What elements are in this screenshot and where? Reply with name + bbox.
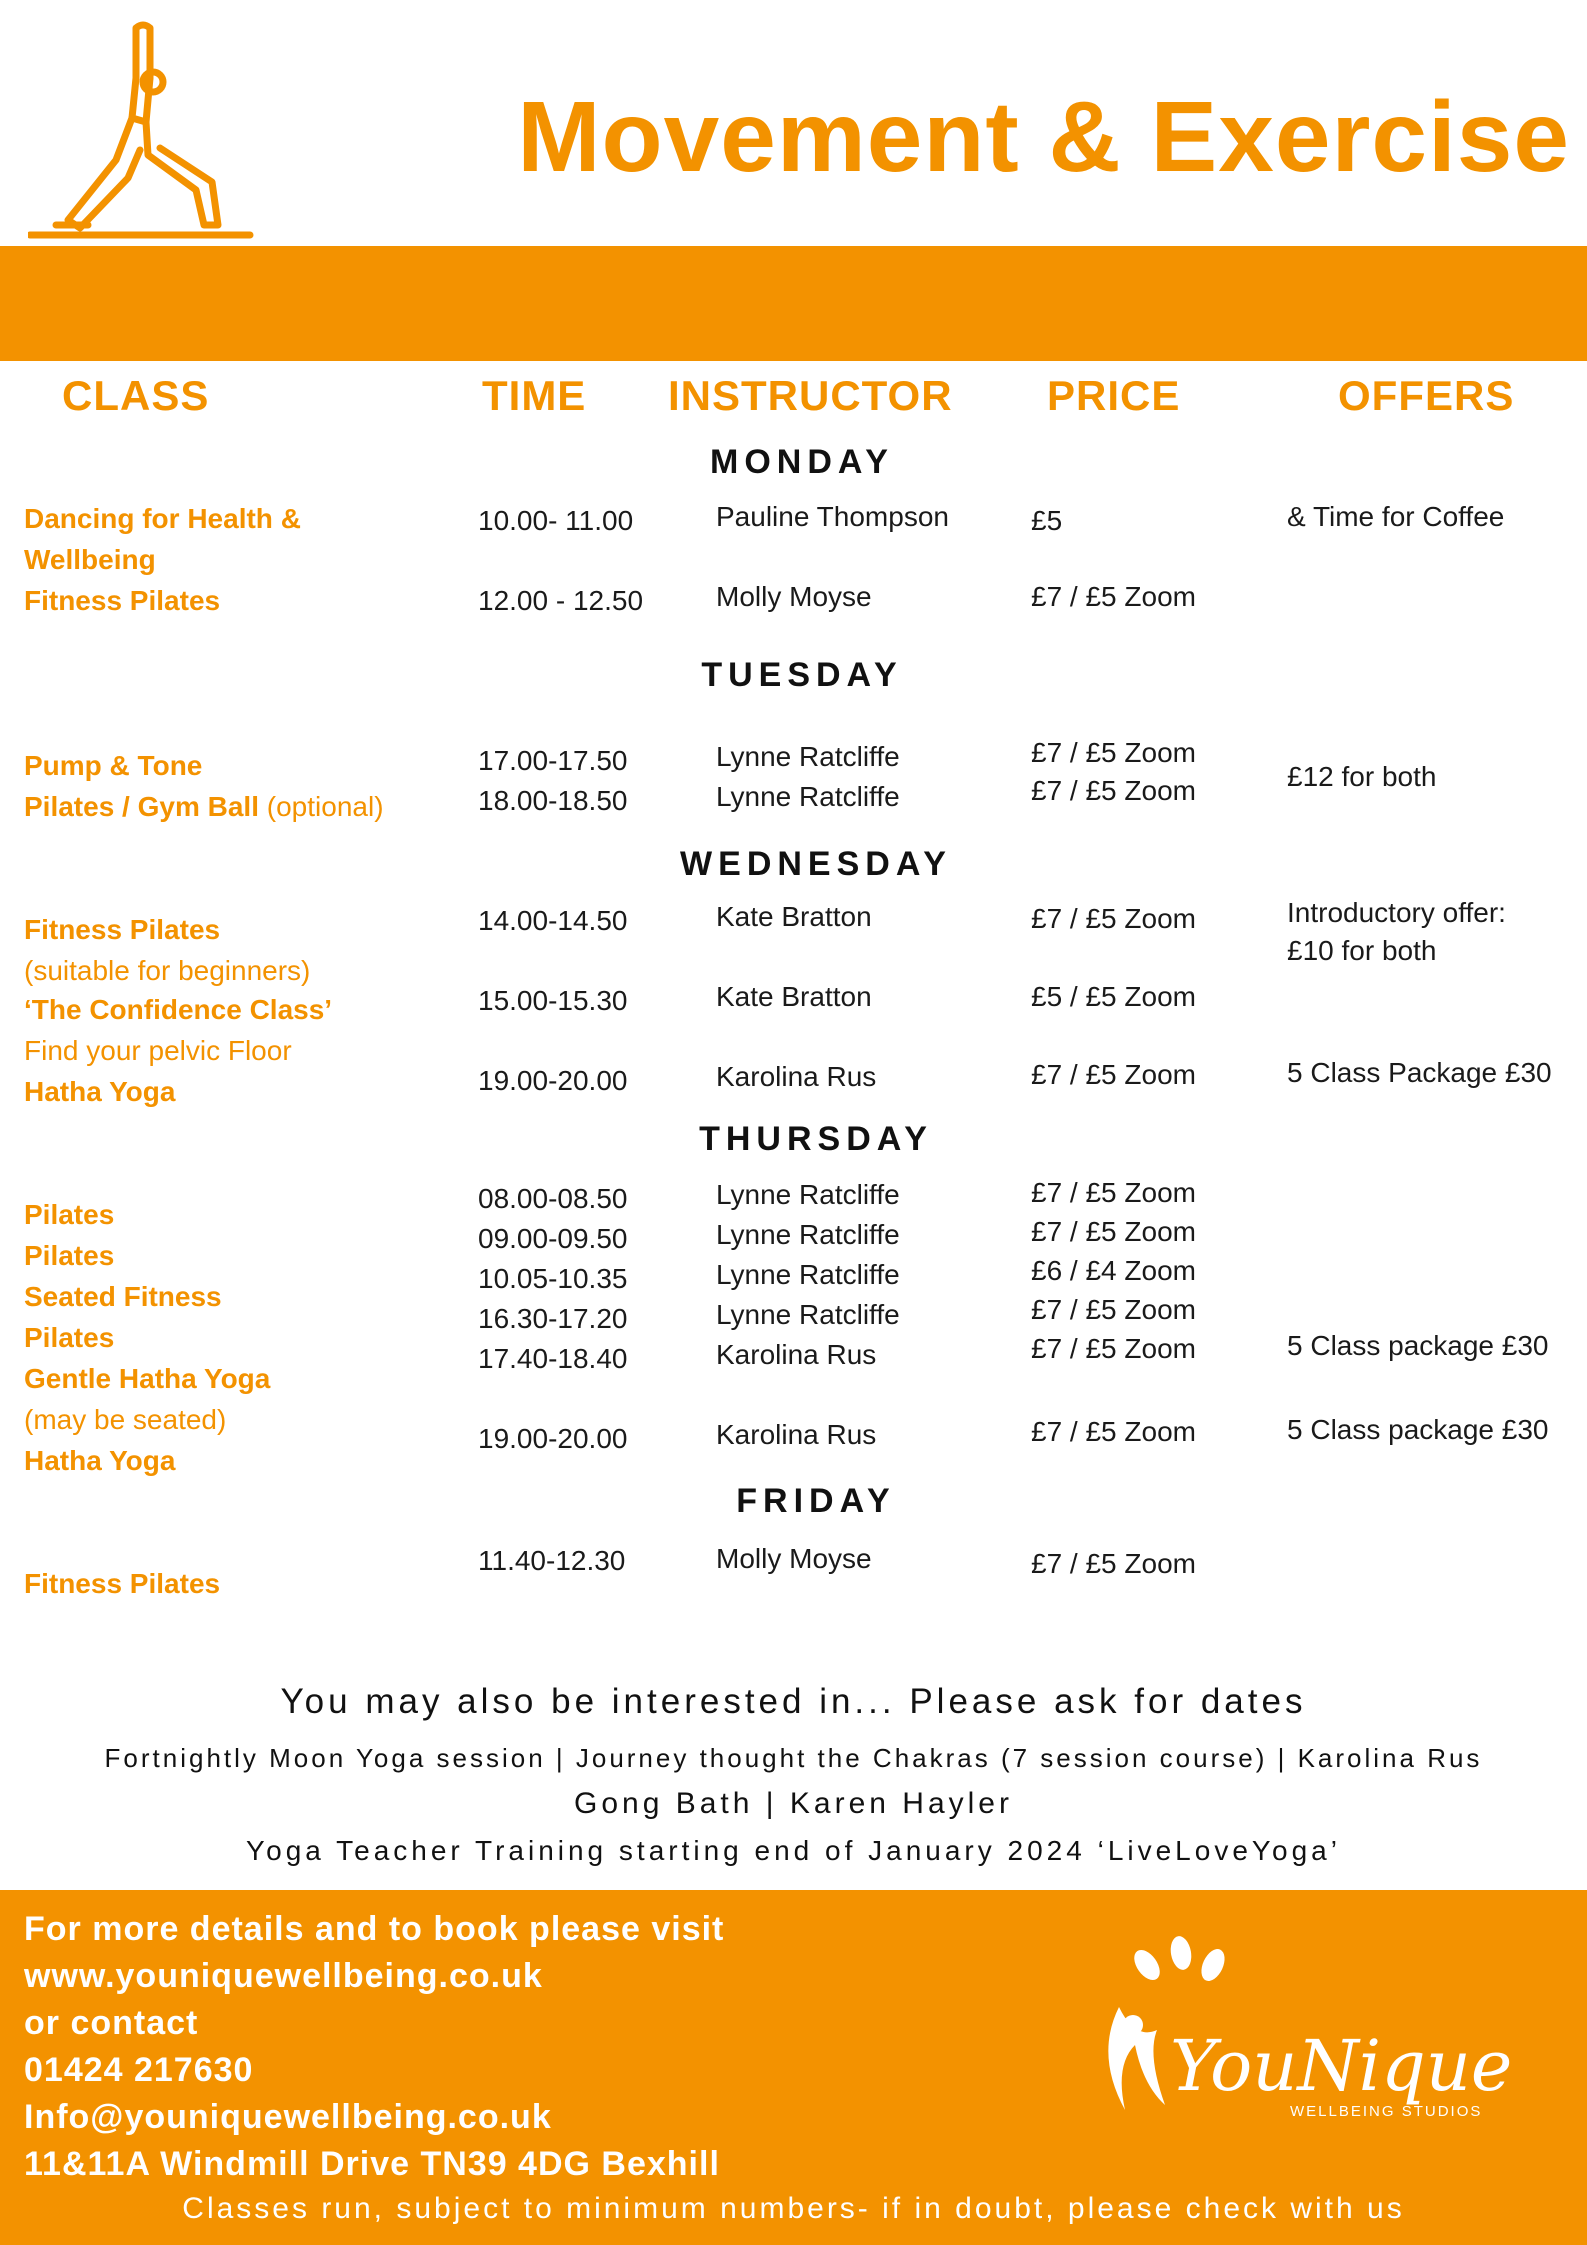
- class-name: Pilates / Gym Ball (optional): [24, 791, 384, 822]
- class-instructor: Lynne Ratcliffe: [716, 741, 900, 772]
- class-name: Pilates: [24, 1199, 115, 1230]
- day-heading-tuesday: TUESDAY: [701, 656, 903, 694]
- class-offer: 5 Class package £30: [1287, 1414, 1549, 1445]
- class-time: 18.00-18.50: [478, 785, 628, 816]
- footer-text: or contact: [24, 2004, 199, 2042]
- footer-address: 11&11A Windmill Drive TN39 4DG Bexhill: [24, 2145, 720, 2183]
- class-price: £7 / £5 Zoom: [1031, 1216, 1196, 1247]
- class-instructor: Molly Moyse: [716, 581, 872, 612]
- extras-line: Fortnightly Moon Yoga session | Journey thought the Chakras (7 session course) | Karolina Rus: [104, 1743, 1483, 1773]
- class-instructor: Lynne Ratcliffe: [716, 1259, 900, 1290]
- column-header-time: TIME: [482, 372, 587, 419]
- class-price: £7 / £5 Zoom: [1031, 1548, 1196, 1579]
- class-time: 08.00-08.50: [478, 1183, 628, 1214]
- class-offer: £12 for both: [1287, 761, 1437, 792]
- class-name: Fitness Pilates: [24, 1568, 221, 1599]
- class-time: 14.00-14.50: [478, 905, 628, 936]
- class-offer: Introductory offer:: [1287, 897, 1506, 928]
- class-name: Hatha Yoga: [24, 1076, 176, 1107]
- extras-line: Gong Bath | Karen Hayler: [574, 1787, 1013, 1820]
- logo-subtitle: WELLBEING STUDIOS: [1290, 2103, 1483, 2120]
- column-header-offers: OFFERS: [1338, 372, 1515, 419]
- class-name: Fitness Pilates: [24, 914, 221, 945]
- class-instructor: Karolina Rus: [716, 1061, 877, 1092]
- class-time: 15.00-15.30: [478, 985, 628, 1016]
- class-instructor: Lynne Ratcliffe: [716, 1299, 900, 1330]
- day-heading-thursday: THURSDAY: [699, 1120, 933, 1158]
- class-instructor: Lynne Ratcliffe: [716, 781, 900, 812]
- class-time: 17.40-18.40: [478, 1343, 628, 1374]
- class-price: £7 / £5 Zoom: [1031, 1416, 1196, 1447]
- class-time: 09.00-09.50: [478, 1223, 628, 1254]
- footer-text: For more details and to book please visit: [24, 1910, 725, 1948]
- class-price: £7 / £5 Zoom: [1031, 775, 1196, 806]
- class-note: (may be seated): [24, 1404, 227, 1435]
- class-name: Seated Fitness: [24, 1281, 222, 1312]
- class-name: Pilates: [24, 1240, 115, 1271]
- class-name: Pilates: [24, 1322, 115, 1353]
- class-instructor: Lynne Ratcliffe: [716, 1179, 900, 1210]
- class-instructor: Karolina Rus: [716, 1339, 877, 1370]
- class-time: 10.00- 11.00: [478, 505, 634, 536]
- class-instructor: Kate Bratton: [716, 901, 872, 932]
- class-price: £5: [1031, 505, 1063, 536]
- footer-note: Classes run, subject to minimum numbers- if in doubt, please check with us: [182, 2192, 1405, 2225]
- page-title: Movement & Exercise: [517, 81, 1570, 193]
- class-name: Gentle Hatha Yoga: [24, 1363, 271, 1394]
- column-header-class: CLASS: [62, 372, 210, 419]
- class-time: 19.00-20.00: [478, 1423, 628, 1454]
- column-header-instructor: INSTRUCTOR: [668, 372, 953, 419]
- class-instructor: Karolina Rus: [716, 1419, 877, 1450]
- class-price: £7 / £5 Zoom: [1031, 903, 1196, 934]
- class-offer: £10 for both: [1287, 935, 1437, 966]
- class-name: Wellbeing: [24, 544, 156, 575]
- class-offer: 5 Class Package £30: [1287, 1057, 1552, 1088]
- class-instructor: Lynne Ratcliffe: [716, 1219, 900, 1250]
- footer-phone[interactable]: 01424 217630: [24, 2051, 254, 2089]
- extras-heading: You may also be interested in... Please ask for dates: [280, 1682, 1307, 1721]
- class-time: 17.00-17.50: [478, 745, 628, 776]
- class-name: Pump & Tone: [24, 750, 203, 781]
- class-price: £7 / £5 Zoom: [1031, 1059, 1196, 1090]
- class-name: Fitness Pilates: [24, 585, 221, 616]
- class-note: (suitable for beginners): [24, 955, 311, 986]
- class-price: £7 / £5 Zoom: [1031, 581, 1196, 612]
- class-time: 10.05-10.35: [478, 1263, 628, 1294]
- extras-line: Yoga Teacher Training starting end of January 2024 ‘LiveLoveYoga’: [246, 1835, 1341, 1866]
- class-price: £7 / £5 Zoom: [1031, 1177, 1196, 1208]
- class-name: ‘The Confidence Class’: [24, 994, 333, 1025]
- class-price: £7 / £5 Zoom: [1031, 737, 1196, 768]
- day-heading-wednesday: WEDNESDAY: [680, 845, 952, 883]
- class-name: Dancing for Health &: [24, 503, 301, 534]
- class-time: 19.00-20.00: [478, 1065, 628, 1096]
- class-instructor: Kate Bratton: [716, 981, 872, 1012]
- yoga-pose-icon: [28, 20, 258, 250]
- class-price: £7 / £5 Zoom: [1031, 1294, 1196, 1325]
- day-heading-friday: FRIDAY: [736, 1482, 896, 1520]
- header-band: [0, 246, 1587, 361]
- column-header-price: PRICE: [1047, 372, 1181, 419]
- class-instructor: Pauline Thompson: [716, 501, 949, 532]
- class-price: £7 / £5 Zoom: [1031, 1333, 1196, 1364]
- class-price: £6 / £4 Zoom: [1031, 1255, 1196, 1286]
- class-price: £5 / £5 Zoom: [1031, 981, 1196, 1012]
- footer-website-link[interactable]: www.youniquewellbeing.co.uk: [24, 1957, 543, 1995]
- footer-email-link[interactable]: Info@youniquewellbeing.co.uk: [24, 2098, 552, 2136]
- class-note: Find your pelvic Floor: [24, 1035, 292, 1066]
- day-heading-monday: MONDAY: [710, 443, 894, 481]
- class-instructor: Molly Moyse: [716, 1543, 872, 1574]
- class-time: 11.40-12.30: [478, 1545, 626, 1576]
- logo-wordmark: YouNique: [1170, 2025, 1513, 2107]
- class-offer: 5 Class package £30: [1287, 1330, 1549, 1361]
- class-time: 16.30-17.20: [478, 1303, 628, 1334]
- class-offer: & Time for Coffee: [1287, 501, 1505, 532]
- class-name: Hatha Yoga: [24, 1445, 176, 1476]
- class-time: 12.00 - 12.50: [478, 585, 644, 616]
